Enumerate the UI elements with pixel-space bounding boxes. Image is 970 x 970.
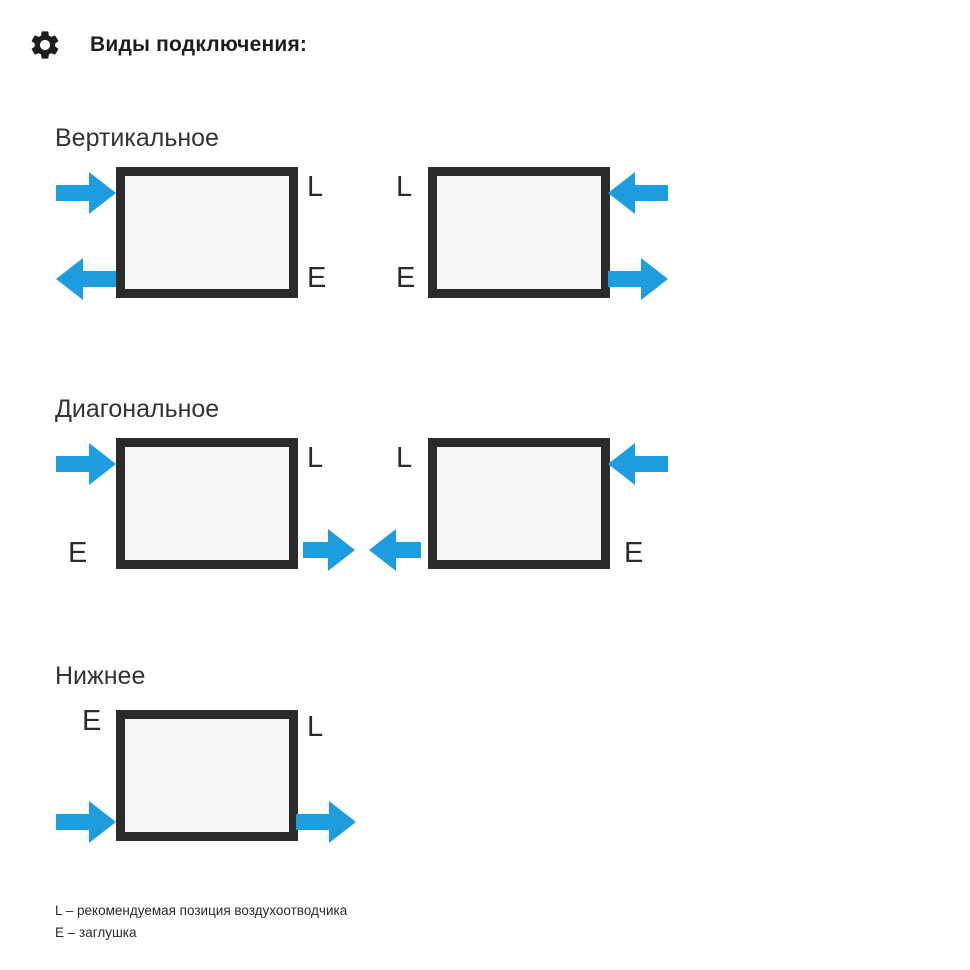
label-L-vertical-left: L — [307, 171, 324, 203]
section-label-diagonal: Диагональное — [55, 395, 220, 423]
arrow-outlet-vertical-right — [608, 258, 668, 300]
legend-line-plug: E – заглушка — [55, 925, 137, 941]
label-E-vertical-right: E — [396, 262, 416, 294]
radiator-diagonal-right — [428, 438, 610, 569]
legend — [55, 900, 347, 945]
legend-line-air-vent: L – рекомендуемая позиция воздухоотводчика — [55, 903, 348, 918]
radiator-bottom — [116, 710, 298, 841]
arrow-inlet-vertical-right — [608, 172, 668, 214]
gear-icon — [28, 28, 62, 62]
radiator-vertical-right — [428, 167, 610, 298]
arrow-inlet-diagonal-right — [608, 443, 668, 485]
arrow-outlet-bottom — [296, 801, 356, 843]
arrow-outlet-diagonal-right — [369, 529, 421, 571]
label-E-vertical-left: E — [307, 262, 327, 294]
arrow-outlet-vertical-left — [56, 258, 116, 300]
section-label-vertical: Вертикальное — [55, 124, 219, 152]
label-L-vertical-right: L — [396, 171, 413, 203]
section-label-bottom: Нижнее — [55, 662, 146, 690]
label-L-diagonal-right: L — [396, 442, 413, 474]
radiator-vertical-left — [116, 167, 298, 298]
label-L-diagonal-left: L — [307, 442, 324, 474]
arrow-inlet-vertical-left — [56, 172, 116, 214]
arrow-outlet-diagonal-left — [303, 529, 355, 571]
arrow-inlet-diagonal-left — [56, 443, 116, 485]
label-L-bottom: L — [307, 711, 324, 743]
label-E-diagonal-left: E — [68, 537, 88, 569]
label-E-diagonal-right: E — [624, 537, 644, 569]
page-title: Виды подключения: — [90, 33, 308, 56]
label-E-bottom: E — [82, 705, 102, 737]
radiator-diagonal-left — [116, 438, 298, 569]
header — [28, 28, 307, 62]
arrow-inlet-bottom — [56, 801, 116, 843]
